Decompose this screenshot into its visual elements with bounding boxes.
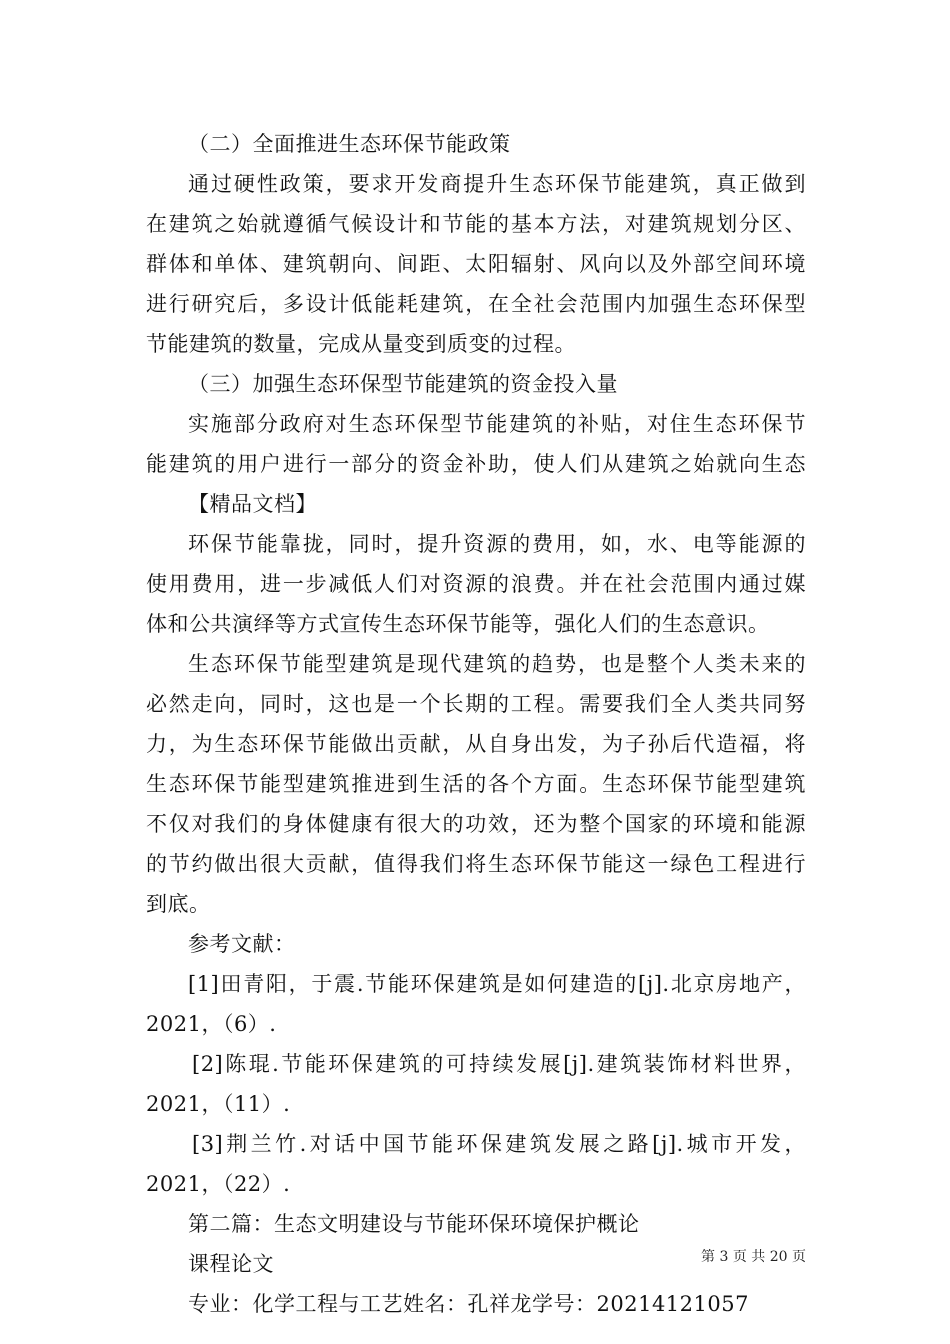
reference-item: [2]陈琨.节能环保建筑的可持续发展[j].建筑装饰材料世界， <box>192 1052 806 1076</box>
author-info: 专业：化学工程与工艺姓名：孔祥龙学号：20214121057 <box>188 1292 749 1316</box>
paragraph-line: 必然走向，同时，这也是一个长期的工程。需要我们全人类共同努 <box>146 692 806 716</box>
page-number: 第 3 页 共 20 页 <box>701 1249 806 1265</box>
paragraph-line: 在建筑之始就遵循气候设计和节能的基本方法，对建筑规划分区、 <box>146 212 806 236</box>
watermark-label: 【精品文档】 <box>188 492 317 516</box>
reference-item-continued: 2021，（11）. <box>146 1092 291 1116</box>
paragraph-line: 生态环保节能型建筑是现代建筑的趋势，也是整个人类未来的 <box>188 652 806 676</box>
section-heading-2: （二）全面推进生态环保节能政策 <box>188 132 511 156</box>
paragraph-line: 群体和单体、建筑朝向、间距、太阳辐射、风向以及外部空间环境 <box>146 252 806 276</box>
paragraph-line: 进行研究后，多设计低能耗建筑，在全社会范围内加强生态环保型 <box>146 292 806 316</box>
paragraph-line: 不仅对我们的身体健康有很大的功效，还为整个国家的环境和能源 <box>146 812 806 836</box>
reference-item-continued: 2021，（22）. <box>146 1172 291 1196</box>
paragraph-line: 到底。 <box>146 892 211 916</box>
paragraph-line: 实施部分政府对生态环保型节能建筑的补贴，对住生态环保节 <box>188 412 806 436</box>
paragraph-line: 体和公共演绎等方式宣传生态环保节能等，强化人们的生态意识。 <box>146 612 770 636</box>
section-heading-3: （三）加强生态环保型节能建筑的资金投入量 <box>188 372 618 396</box>
chapter-subtitle: 课程论文 <box>188 1252 274 1276</box>
reference-item: [1]田青阳，于震.节能环保建筑是如何建造的[j].北京房地产， <box>188 972 806 996</box>
paragraph-line: 的节约做出很大贡献，值得我们将生态环保节能这一绿色工程进行 <box>146 852 806 876</box>
paragraph-line: 生态环保节能型建筑推进到生活的各个方面。生态环保节能型建筑 <box>146 772 806 796</box>
references-heading: 参考文献： <box>188 932 296 956</box>
paragraph-line: 节能建筑的数量，完成从量变到质变的过程。 <box>146 332 576 356</box>
paragraph-line: 力，为生态环保节能做出贡献，从自身出发，为子孙后代造福，将 <box>146 732 806 756</box>
paragraph-line: 能建筑的用户进行一部分的资金补助，使人们从建筑之始就向生态 <box>146 452 806 476</box>
reference-item-continued: 2021，（6）. <box>146 1012 277 1036</box>
reference-item: [3]荆兰竹.对话中国节能环保建筑发展之路[j].城市开发， <box>192 1132 806 1156</box>
paragraph-line: 通过硬性政策，要求开发商提升生态环保节能建筑，真正做到 <box>188 172 806 196</box>
paragraph-line: 环保节能靠拢，同时，提升资源的费用，如，水、电等能源的 <box>188 532 806 556</box>
chapter-title: 第二篇：生态文明建设与节能环保环境保护概论 <box>188 1212 640 1236</box>
document-body <box>146 124 806 1324</box>
paragraph-line: 使用费用，进一步减低人们对资源的浪费。并在社会范围内通过媒 <box>146 572 806 596</box>
